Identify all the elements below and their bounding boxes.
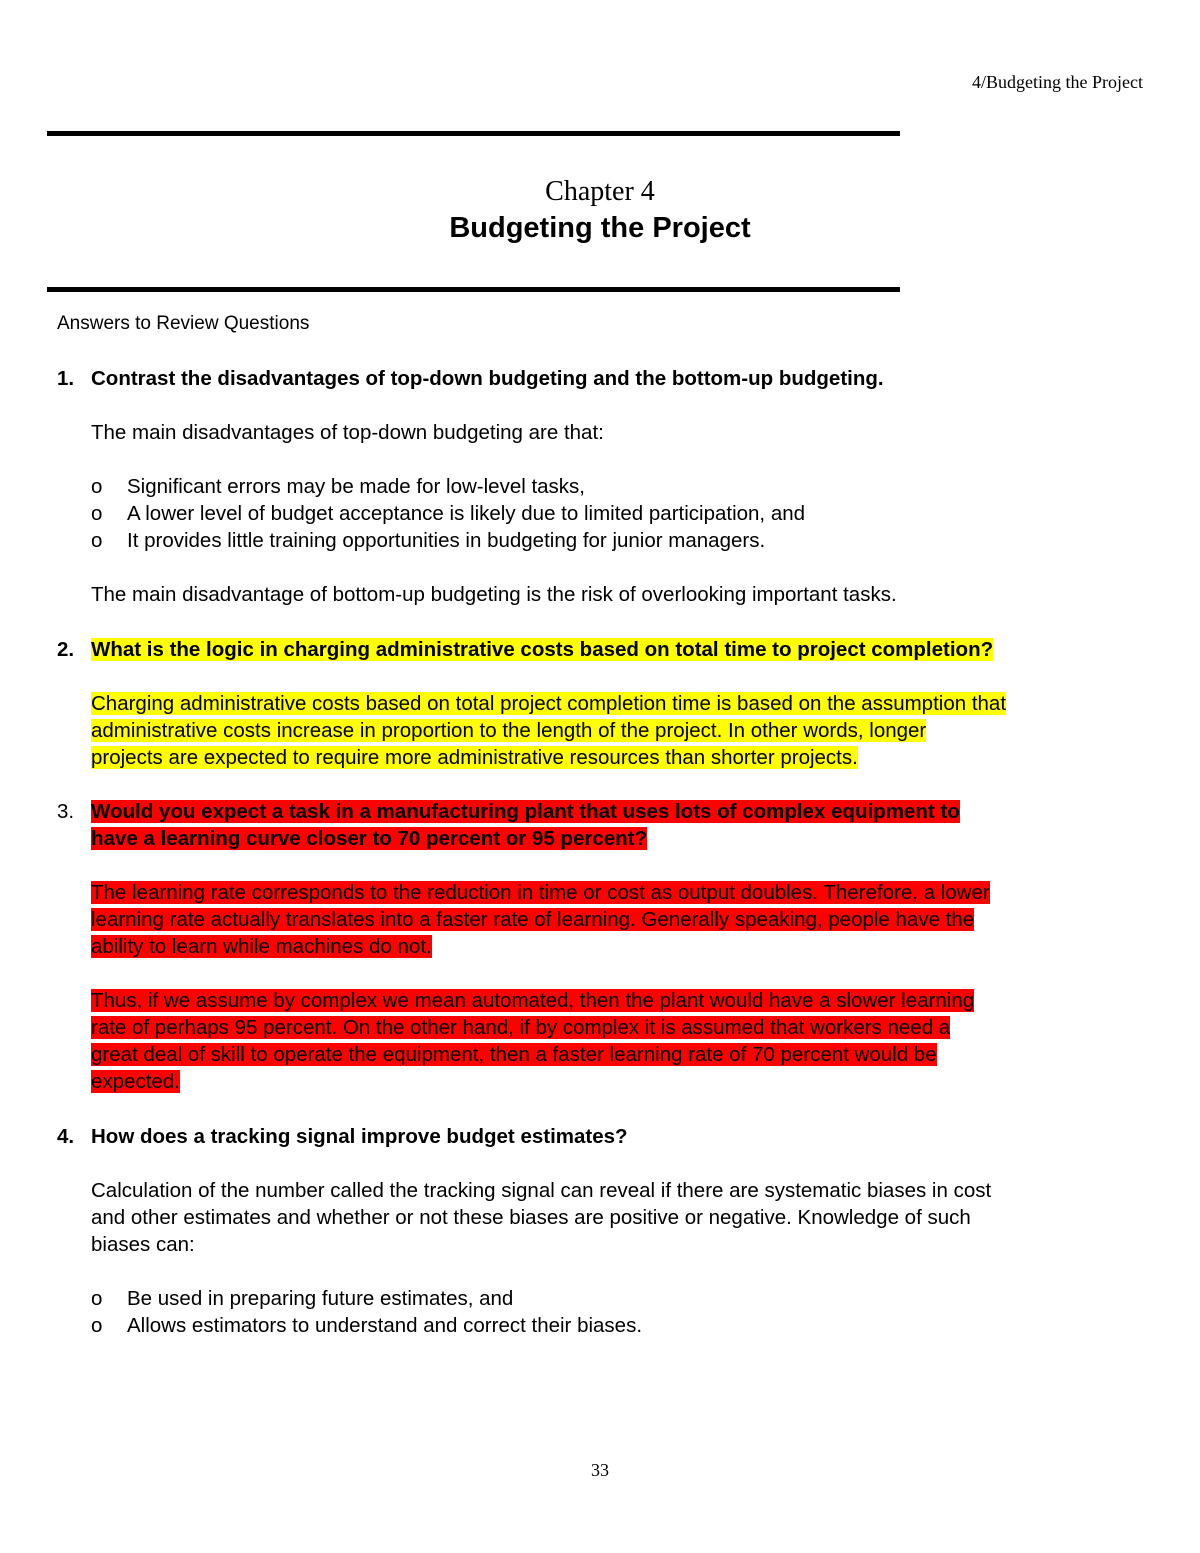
chapter-label: Chapter 4 [545, 176, 655, 207]
list-item: o Be used in preparing future estimates, and [91, 1287, 514, 1310]
answer-line: biases can: [91, 1233, 195, 1256]
question-text: What is the logic in charging administrative costs based on total time to project completion? [91, 638, 994, 661]
answer-line: and other estimates and whether or not these biases are positive or negative. Knowledge of such [91, 1206, 971, 1229]
running-header: 4/Budgeting the Project [972, 72, 1143, 92]
answer-line: great deal of skill to operate the equipment, then a faster learning rate of 70 percent would be [91, 1043, 937, 1066]
question-number: 3. [57, 800, 75, 823]
list-item: o Significant errors may be made for low-level tasks, [91, 475, 586, 498]
answer-line: rate of perhaps 95 percent. On the other hand, if by complex it is assumed that workers need a [91, 1016, 951, 1039]
answer-line: Calculation of the number called the tracking signal can reveal if there are systematic biases in cost [91, 1179, 992, 1202]
list-item: o Allows estimators to understand and correct their biases. [91, 1314, 643, 1337]
top-rule [47, 131, 900, 136]
question-number: 2. [57, 638, 75, 661]
answer-lead: The main disadvantages of top-down budgeting are that: [91, 421, 604, 444]
question-number: 4. [57, 1125, 75, 1148]
chapter-title: Budgeting the Project [449, 212, 751, 244]
question-number: 1. [57, 367, 75, 390]
page-number: 33 [591, 1460, 609, 1480]
list-item: o A lower level of budget acceptance is likely due to limited participation, and [91, 502, 806, 525]
answer-line: projects are expected to require more administrative resources than shorter projects. [91, 746, 858, 769]
question-text: Would you expect a task in a manufacturing plant that uses lots of complex equipment to [91, 800, 960, 823]
answer-line: ability to learn while machines do not. [91, 935, 432, 958]
answer-closing: The main disadvantage of bottom-up budgeting is the risk of overlooking important tasks. [91, 583, 897, 606]
answer-line: Thus, if we assume by complex we mean automated, then the plant would have a slower learning [91, 989, 975, 1012]
answer-line: The learning rate corresponds to the reduction in time or cost as output doubles. Therefore, a lower [91, 881, 990, 904]
question-text: have a learning curve closer to 70 percent or 95 percent? [91, 827, 648, 850]
answer-line: administrative costs increase in proportion to the length of the project. In other words, longer [91, 719, 927, 742]
question-text: How does a tracking signal improve budget estimates? [91, 1125, 628, 1148]
answer-line: learning rate actually translates into a faster rate of learning. Generally speaking, people have the [91, 908, 975, 931]
question-text: Contrast the disadvantages of top-down budgeting and the bottom-up budgeting. [91, 367, 884, 390]
bottom-rule [47, 287, 900, 292]
list-item: o It provides little training opportunities in budgeting for junior managers. [91, 529, 766, 552]
answer-line: Charging administrative costs based on total project completion time is based on the assumption that [91, 692, 1007, 715]
section-intro: Answers to Review Questions [57, 313, 310, 334]
answer-line: expected. [91, 1070, 180, 1093]
